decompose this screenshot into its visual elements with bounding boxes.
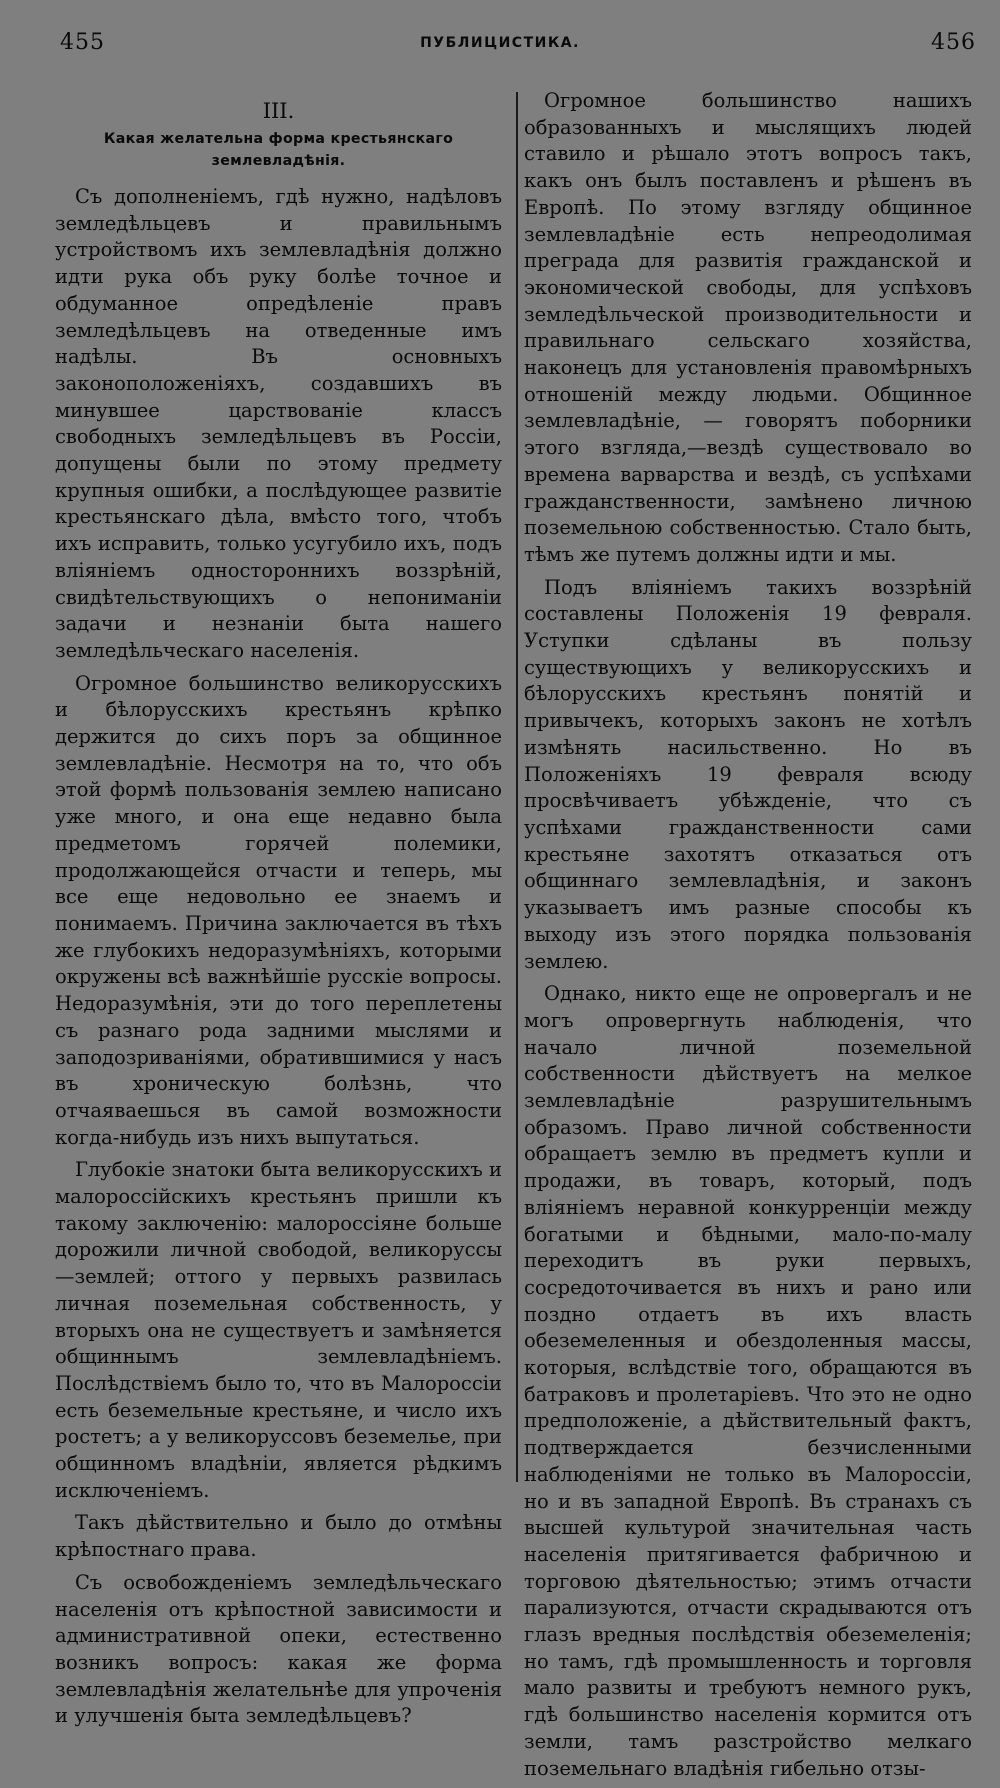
paragraph: Съ дополненіемъ, гдѣ нужно, надѣловъ земледѣльцевъ и правильнымъ устройствомъ ихъ землевладѣнія должно идти рука объ руку болѣе точное и обдуманное опредѣленіе правъ земледѣльцевъ на отведенные имъ надѣлы. Въ основныхъ законоположеніяхъ, создавшихъ въ минувшее царствованіе классъ свободныхъ земледѣльцевъ въ Россіи, допущены были по этому предмету крупныя ошибки, а послѣдующее развитіе крестьянскаго дѣла, вмѣсто того, чтобъ ихъ исправить, только усугубило ихъ, подъ вліяніемъ одностороннихъ воззрѣній, свидѣтельствующихъ о непониманіи задачи и незнаніи быта нашего земледѣльческаго населенія. [55, 185, 502, 662]
column-divider [516, 92, 518, 1482]
paragraph: Глубокіе знатоки быта великорусскихъ и малороссійскихъ крестьянъ пришли къ такому заключенію: малороссіяне больше дорожили личной свободой, великоруссы—землей; оттого у первыхъ развилась личная поземельная собственность, у вторыхъ она не существуетъ и замѣняется общиннымъ землевладѣніемъ. Послѣдствіемъ было то, что въ Малороссіи есть беземельные крестьяне, и число ихъ ростетъ; а у великоруссовъ беземелье, при общинномъ владѣніи, является рѣдкимъ исключеніемъ. [55, 1158, 502, 1502]
paragraph: Подъ вліяніемъ такихъ воззрѣній составлены Положенія 19 февраля. Уступки сдѣланы въ пользу существующихъ у великорусскихъ и бѣлорусскихъ крестьянъ понятій и привычекъ, которыхъ законъ не хотѣлъ измѣнять насильственно. Но въ Положеніяхъ 19 февраля всюду просвѣчиваетъ убѣжденіе, что съ успѣхами гражданственности сами крестьяне захотятъ отказаться отъ общиннаго землевладѣнія, и законъ указываетъ имъ разные способы къ выходу изъ этого порядка пользованія землею. [524, 575, 972, 973]
paragraph: Однако, никто еще не опровергалъ и не могъ опровергнуть наблюденія, что начало личной поземельной собственности дѣйствуетъ на мелкое землевладѣніе разрушительнымъ образомъ. Право личной собственности обращаетъ землю въ предметъ купли и продажи, въ товаръ, который, подъ вліяніемъ неравной конкурренціи между богатыми и бѣдными, мало-по-малу переходитъ въ руки первыхъ, сосредоточивается въ нихъ и рано или поздно отдаетъ въ ихъ власть обеземеленныя и обездоленныя массы, которыя, вслѣдствіе того, обращаются въ батраковъ и пролетаріевъ. Что это не одно предположеніе, а дѣйствительный фактъ, подтверждается безчисленными наблюденіями не только въ Малороссіи, но и въ западной Европѣ. Въ странахъ съ высшей культурой значительная часть населенія притягивается фабричною и торговою дѣятельностью; этимъ отчасти парализуются, отчасти скрадываются отъ глазъ вредныя послѣдствія обеземеленія; но тамъ, гдѣ промышленность и торговля мало развиты и требуютъ немного рукъ, гдѣ большинство населенія кормится отъ земли, тамъ разстройство мелкаго поземельнаго владѣнія гибельно отзы- [524, 982, 972, 1780]
page-header [0, 30, 1000, 64]
paragraph: Огромное большинство великорусскихъ и бѣлорусскихъ крестьянъ крѣпко держится до сихъ поръ за общинное землевладѣніе. Несмотря на то, что объ этой формѣ пользованія землею написано уже много, и она еще недавно была предметомъ горячей полемики, продолжающейся отчасти и теперь, мы все еще недовольно ее знаемъ и понимаемъ. Причина заключается въ тѣхъ же глубокихъ недоразумѣніяхъ, которыми окружены всѣ важнѣйшіе русскіе вопросы. Недоразумѣнія, эти до того переплетены съ разнаго рода задними мыслями и заподозриваніями, обратившимися у насъ въ хроническую болѣзнь, что отчаяваешься въ самой возможности когда-нибудь изъ нихъ выпутаться. [55, 671, 502, 1149]
paragraph: Такъ дѣйствительно и было до отмѣны крѣпостнаго права. [55, 1511, 502, 1562]
paragraph: Огромное большинство нашихъ образованныхъ и мыслящихъ людей ставило и рѣшало этотъ вопросъ такъ, какъ онъ былъ поставленъ и рѣшенъ въ Европѣ. По этому взгляду общинное землевладѣніе есть непреодолимая преграда для развитія гражданской и экономической свободы, для успѣховъ земледѣльческой производительности и правильнаго сельскаго хозяйства, наконецъ для установленія правомѣрныхъ отношеній между людьми. Общинное землевладѣніе, — говорятъ поборники этого взгляда,—вездѣ существовало во времена варварства и вездѣ, съ успѣхами гражданственности, замѣнено личною поземельною собственностью. Стало быть, тѣмъ же путемъ должны идти и мы. [524, 89, 972, 566]
left-column [55, 90, 502, 1736]
section-title: Какая желательна форма крестьянскаго землевладѣнія. [103, 131, 454, 169]
section-number: III. [262, 99, 295, 123]
paragraph: Съ освобожденіемъ земледѣльческаго населенія отъ крѣпостной зависимости и административной опеки, естественно возникъ вопросъ: какая же форма землевладѣнія желательнѣе для упроченія и улучшенія быта земледѣльцевъ? [55, 1570, 502, 1728]
running-head: ПУБЛИЦИСТИКА. [420, 35, 580, 51]
page-number-right: 456 [931, 30, 976, 55]
page-number-left: 455 [60, 30, 105, 55]
right-column [524, 88, 972, 1788]
